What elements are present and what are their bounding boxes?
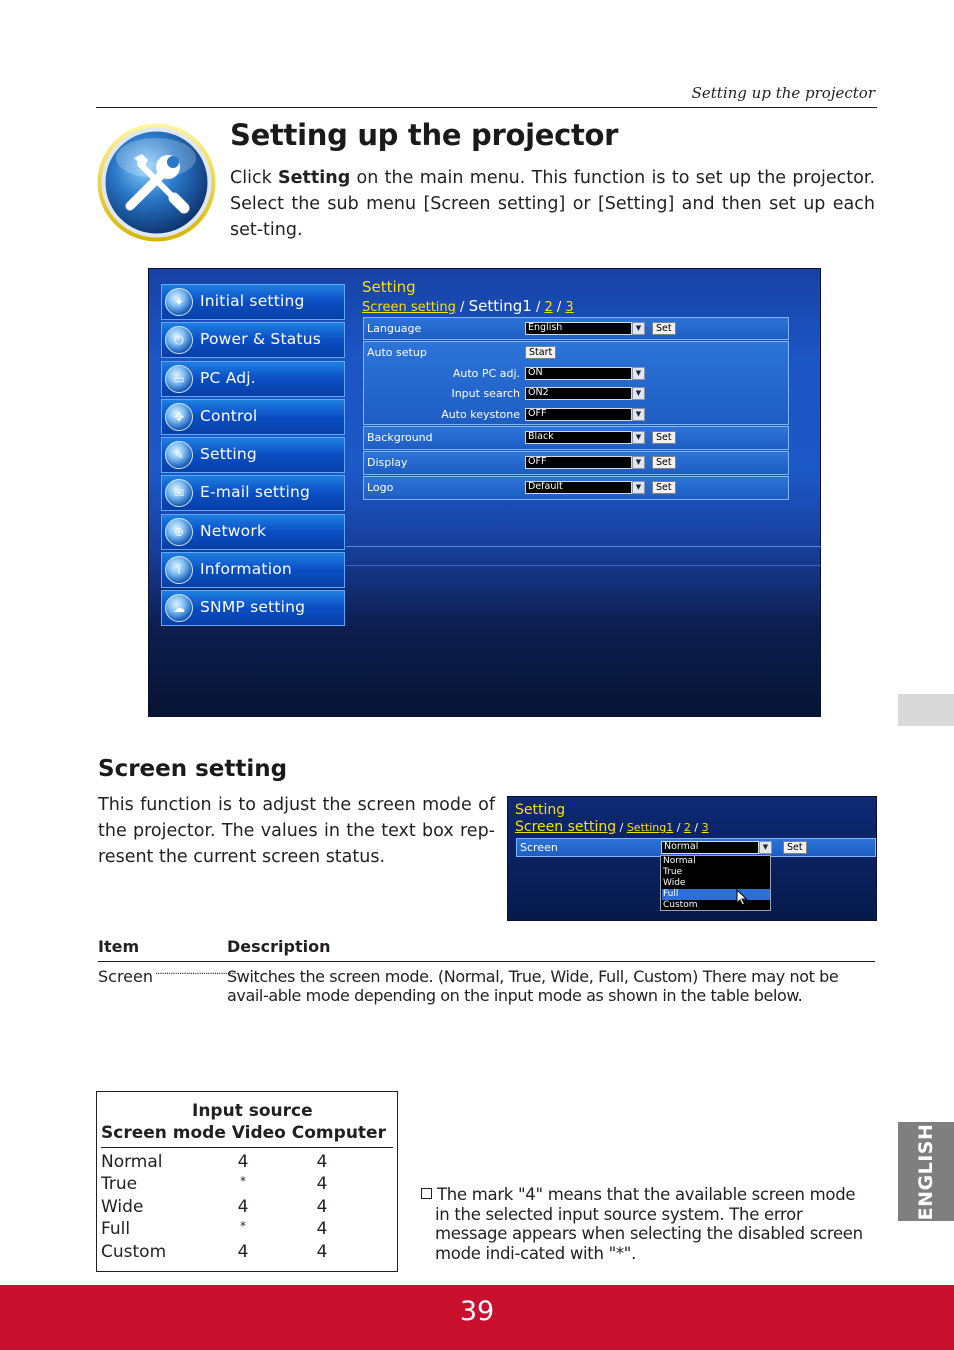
computer-cell: 4 xyxy=(316,1174,328,1194)
initial-setting-icon: ✦ xyxy=(165,288,193,316)
row-logo xyxy=(363,476,789,500)
crumb-current: Setting1 xyxy=(468,297,532,315)
mode-cell: Wide xyxy=(101,1197,144,1217)
screenshot-breadcrumb xyxy=(362,297,574,315)
crumb-sep: / xyxy=(690,821,702,834)
input-search-value: ON2 xyxy=(528,387,549,398)
leader-dots: ...................................... xyxy=(155,966,238,977)
snmp-icon: ☁ xyxy=(165,594,193,622)
menu-item-label: SNMP setting xyxy=(200,598,306,617)
chevron-down-icon[interactable]: ▼ xyxy=(759,841,772,854)
video-cell: * xyxy=(240,1174,246,1188)
mouse-cursor-icon xyxy=(736,889,748,906)
auto-pc-adj-label: Auto PC adj. xyxy=(452,367,520,380)
note-text-b: " means that the available screen mode in the selected input source system. The error message appears when selecting the disabled screen mode indi-cated with "*". xyxy=(435,1185,863,1263)
side-tab-label: ENGLISH xyxy=(915,1123,937,1220)
video-cell: 4 xyxy=(237,1197,249,1217)
description-column-header: Description xyxy=(227,937,331,956)
chevron-down-icon[interactable]: ▼ xyxy=(632,408,645,421)
main-menu xyxy=(161,284,345,629)
running-head: Setting up the projector xyxy=(691,84,875,102)
crumb-sep: / xyxy=(531,300,545,315)
intro-paragraph xyxy=(230,165,875,243)
display-label: Display xyxy=(367,456,408,469)
dropdown-option-full[interactable]: Full xyxy=(662,889,770,900)
intro-setting-bold: Setting xyxy=(278,168,351,188)
menu-item-initial-setting[interactable] xyxy=(161,284,345,320)
crumb-current: Screen setting xyxy=(515,819,617,835)
note-text-a: The mark " xyxy=(437,1185,526,1204)
row-language xyxy=(363,317,789,340)
menu-item-label: E-mail setting xyxy=(200,483,311,502)
intro-text-1: Click xyxy=(230,168,279,188)
background-select[interactable] xyxy=(525,431,642,444)
table-header-rule xyxy=(98,961,875,962)
menu-item-pc-adj[interactable] xyxy=(161,361,345,397)
background-value: Black xyxy=(528,431,554,442)
note-mark: 4 xyxy=(525,1185,536,1204)
menu-item-label: Information xyxy=(200,560,292,579)
input-source-header: Input source xyxy=(192,1101,313,1121)
logo-value: Default xyxy=(528,481,563,492)
setting-tools-icon xyxy=(96,122,217,243)
table-row xyxy=(101,1174,393,1196)
crumb-screen-setting-link[interactable]: Screen setting xyxy=(362,300,456,315)
video-cell: * xyxy=(240,1219,246,1233)
information-icon: i xyxy=(165,556,193,584)
auto-keystone-select[interactable] xyxy=(525,408,642,421)
language-select[interactable] xyxy=(525,322,642,335)
menu-item-power-status[interactable] xyxy=(161,322,345,358)
dropdown-option-normal[interactable]: Normal xyxy=(663,856,696,866)
dropdown-option-custom[interactable]: Custom xyxy=(663,900,698,910)
video-cell: 4 xyxy=(237,1152,249,1172)
logo-set-button[interactable]: Set xyxy=(652,481,676,494)
logo-select[interactable] xyxy=(525,481,642,494)
tools-icon: ✎ xyxy=(165,441,193,469)
logo-label: Logo xyxy=(367,481,394,494)
table-row xyxy=(101,1219,393,1241)
item-screen: Screen xyxy=(98,967,154,986)
mode-cell: Normal xyxy=(101,1152,163,1172)
crumb-sep: / xyxy=(673,821,684,834)
mode-cell: Full xyxy=(101,1219,131,1239)
crumb-sep: / xyxy=(455,300,469,315)
screenshot-breadcrumb xyxy=(515,819,709,835)
display-value: OFF xyxy=(528,456,547,467)
computer-cell: 4 xyxy=(316,1197,328,1217)
header-rule xyxy=(96,107,877,108)
settings-panel xyxy=(363,317,789,501)
auto-setup-label: Auto setup xyxy=(367,346,427,359)
computer-cell: 4 xyxy=(316,1242,328,1262)
control-icon: ✥ xyxy=(165,403,193,431)
input-search-label: Input search xyxy=(451,387,520,400)
language-label: Language xyxy=(367,322,422,335)
crumb-page-3-link[interactable]: 3 xyxy=(701,821,709,834)
section-heading: Screen setting xyxy=(98,756,288,782)
table-row xyxy=(101,1242,393,1264)
network-icon: ⊕ xyxy=(165,518,193,546)
computer-cell: 4 xyxy=(316,1152,328,1172)
menu-item-snmp-setting[interactable] xyxy=(161,590,345,626)
screenshot-page-title: Setting xyxy=(362,278,416,296)
decorative-line xyxy=(346,565,822,566)
side-tab-english xyxy=(898,1122,954,1221)
screen-label: Screen xyxy=(520,841,558,854)
auto-pc-adj-select[interactable] xyxy=(525,367,642,380)
table-row xyxy=(101,1152,393,1174)
crumb-page-2-link[interactable]: 2 xyxy=(683,821,691,834)
menu-item-setting[interactable] xyxy=(161,437,345,473)
mode-cell: Custom xyxy=(101,1242,167,1262)
note-bullet-icon xyxy=(421,1188,432,1199)
screen-value: Normal xyxy=(664,841,699,852)
menu-item-label: Control xyxy=(200,406,258,425)
menu-item-label: Initial setting xyxy=(200,292,305,310)
section-text: This function is to adjust the screen mode of the projector. The values in the text box rep-resent the current screen status. xyxy=(98,795,495,867)
menu-item-information[interactable] xyxy=(161,552,345,588)
decorative-line xyxy=(346,546,822,547)
column-headers: Screen mode Video Computer xyxy=(101,1123,386,1143)
chevron-down-icon[interactable]: ▼ xyxy=(632,387,645,400)
side-tab-marker xyxy=(898,694,954,726)
crumb-setting1-link[interactable]: Setting1 xyxy=(626,821,674,834)
table-rule xyxy=(101,1147,393,1148)
page-number: 39 xyxy=(459,1296,495,1327)
intro-text-2: on the main menu. This function is to set up the projector. Select the sub menu [Screen setting] or [Setting] and then set up each set-ting. xyxy=(230,168,876,240)
monitor-icon: ▭ xyxy=(165,365,193,393)
chevron-down-icon[interactable]: ▼ xyxy=(632,481,645,494)
video-cell: 4 xyxy=(237,1242,249,1262)
crumb-page-3-link[interactable]: 3 xyxy=(565,300,574,315)
menu-item-label: Setting xyxy=(200,445,257,464)
row-auto-setup xyxy=(363,341,789,425)
menu-item-network[interactable] xyxy=(161,514,345,550)
item-screen-description: Switches the screen mode. (Normal, True, Wide, Full, Custom) There may not be avail-able mode depending on the input mode as shown in the table below. xyxy=(227,967,839,1005)
envelope-icon: ✉ xyxy=(165,479,193,507)
chevron-down-icon[interactable]: ▼ xyxy=(632,322,645,335)
dropdown-option-true[interactable]: True xyxy=(663,867,683,877)
crumb-sep: / xyxy=(552,300,566,315)
menu-item-email-setting[interactable] xyxy=(161,475,345,511)
computer-cell: 4 xyxy=(316,1219,328,1239)
screen-set-button[interactable]: Set xyxy=(783,841,807,854)
screen-select[interactable] xyxy=(661,841,769,854)
display-select[interactable] xyxy=(525,456,642,469)
menu-item-control[interactable] xyxy=(161,399,345,435)
table-row xyxy=(101,1197,393,1219)
row-display xyxy=(363,451,789,475)
menu-item-label: Power & Status xyxy=(200,330,321,349)
auto-keystone-label: Auto keystone xyxy=(441,408,520,421)
input-search-select[interactable] xyxy=(525,387,642,400)
auto-keystone-value: OFF xyxy=(528,408,547,419)
mode-cell: True xyxy=(101,1174,138,1194)
item-column-header: Item xyxy=(98,937,140,956)
background-label: Background xyxy=(367,431,433,444)
menu-item-label: PC Adj. xyxy=(200,368,256,387)
row-background xyxy=(363,426,789,450)
crumb-sep: / xyxy=(616,821,627,834)
language-value: English xyxy=(528,322,563,333)
display-set-button[interactable]: Set xyxy=(652,456,676,469)
power-icon: ⏻ xyxy=(165,326,193,354)
screenshot-page-title: Setting xyxy=(515,802,566,818)
crumb-page-2-link[interactable]: 2 xyxy=(544,300,553,315)
chevron-down-icon[interactable]: ▼ xyxy=(632,431,645,444)
setting-screenshot xyxy=(148,268,821,717)
dropdown-option-wide[interactable]: Wide xyxy=(663,878,686,888)
availability-note xyxy=(421,1185,873,1263)
menu-item-label: Network xyxy=(200,521,267,540)
screen-mode-table xyxy=(96,1091,398,1272)
screen-dropdown-list xyxy=(660,855,771,911)
language-set-button[interactable]: Set xyxy=(652,322,676,335)
chevron-down-icon[interactable]: ▼ xyxy=(632,456,645,469)
screen-setting-screenshot xyxy=(507,796,877,921)
auto-pc-adj-value: ON xyxy=(528,367,543,378)
auto-setup-start-button[interactable]: Start xyxy=(525,346,556,359)
chevron-down-icon[interactable]: ▼ xyxy=(632,367,645,380)
page-title: Setting up the projector xyxy=(230,118,619,152)
background-set-button[interactable]: Set xyxy=(652,431,676,444)
